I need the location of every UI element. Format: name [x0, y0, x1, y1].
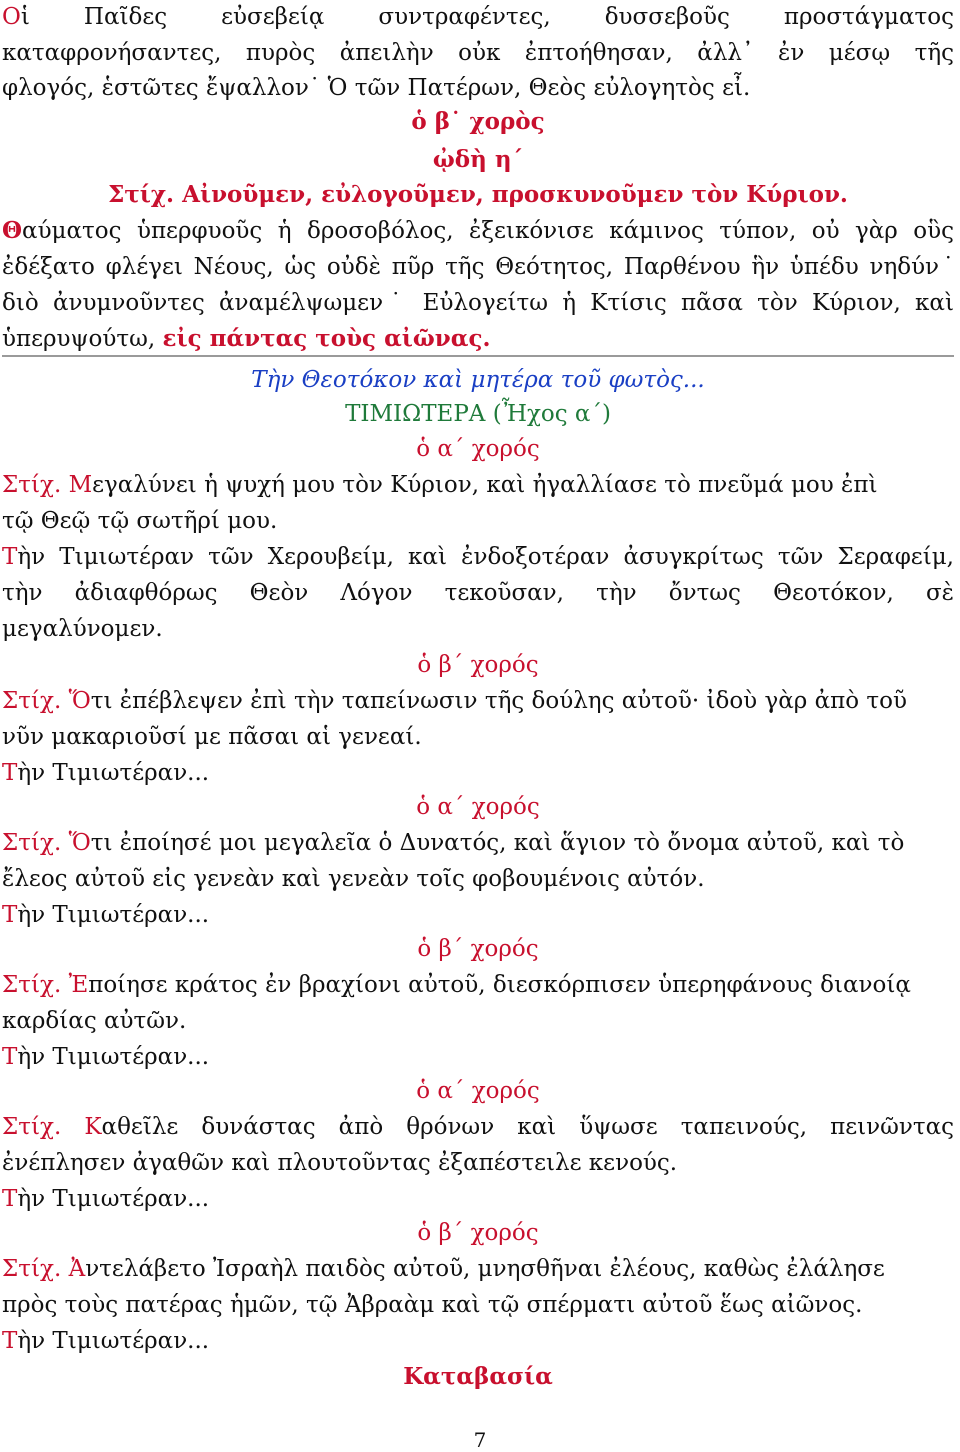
- verse-line: ἔλεος αὐτοῦ εἰς γενεὰν καὶ γενεὰν τοῖς φοβουμένοις αὐτόν.: [2, 866, 705, 892]
- refrain: [2, 1182, 954, 1216]
- drop-initial: Κ: [84, 1114, 102, 1140]
- refrain: [2, 756, 954, 790]
- hymn-line: ἐδέξατο φλέγει Νέους, ὡς οὐδὲ πῦρ τῆς Θεότητος, Παρθένου ἣν ὑπέδυ νηδύν˙: [2, 254, 954, 280]
- section-divider: [2, 355, 954, 357]
- verse-line: νῦν μακαριοῦσί με πᾶσαι αἱ γενεαί.: [2, 724, 422, 750]
- hymn-text: ὑπερυψούτω,: [2, 326, 163, 352]
- stichos-label: Στίχ.: [108, 181, 175, 208]
- drop-initial: Θ: [2, 217, 23, 244]
- drop-initial: Τ: [2, 1044, 18, 1070]
- refrain-text: ὴν Τιμιωτέραν...: [17, 1328, 210, 1354]
- verse-text: ντελάβετο Ἰσραὴλ παιδὸς αὐτοῦ, μνησθῆναι ἐλέους, καθὼς ἐλάλησε: [85, 1256, 885, 1282]
- drop-initial: Ἐ: [68, 972, 89, 998]
- hymn-line: [2, 322, 954, 356]
- timiotera-title: ΤΙΜΙΩΤΕΡΑ (Ἦχος α΄): [345, 401, 611, 427]
- drop-initial: Τ: [2, 1186, 18, 1212]
- hymn-line: τὴν ἀδιαφθόρως Θεὸν Λόγον τεκοῦσαν, τὴν ὄντως Θεοτόκον, σὲ: [2, 580, 954, 606]
- verse-line: ἐνέπλησεν ἀγαθῶν καὶ πλουτοῦντας ἐξαπέστειλε κενούς.: [2, 1150, 678, 1176]
- refrain: [2, 1040, 954, 1074]
- stichos-label: Στίχ.: [2, 472, 62, 498]
- refrain-text: ὴν Τιμιωτέραν...: [17, 760, 210, 786]
- hymn-line: [2, 540, 954, 574]
- verse-line: τῷ Θεῷ τῷ σωτῆρί μου.: [2, 508, 278, 534]
- verse-line: [2, 1110, 954, 1144]
- hymn-text: ἱ Παῖδες εὐσεβείᾳ συντραφέντες, δυσσεβοῦς προστάγματος: [20, 4, 954, 30]
- choir-heading: ὁ β΄ χορός: [417, 1220, 539, 1246]
- katavasia-heading: Καταβασία: [403, 1363, 553, 1390]
- drop-initial: Ὅ: [68, 830, 91, 856]
- verse-text: τι ἐποίησέ μοι μεγαλεῖα ὁ Δυνατός, καὶ ἅγιον τὸ ὄνομα αὐτοῦ, καὶ τὸ: [90, 830, 905, 856]
- page-number: 7: [473, 1428, 487, 1452]
- section-title: Τὴν Θεοτόκον καὶ μητέρα τοῦ φωτὸς...: [251, 367, 705, 393]
- verse-line: [2, 826, 954, 860]
- drop-initial: Τ: [2, 760, 18, 786]
- drop-initial: Τ: [2, 902, 18, 928]
- hymn-line: διὸ ἀνυμνοῦντες ἀναμέλψωμεν˙ Εὐλογείτω ἡ Κτίσις πᾶσα τὸν Κύριον, καὶ: [2, 290, 954, 316]
- hymn-line: καταφρονήσαντες, πυρὸς ἀπειλὴν οὐκ ἐπτοήθησαν, ἀλλ᾽ ἐν μέσῳ τῆς: [2, 40, 954, 66]
- stichos-text: Αἰνοῦμεν, εὐλογοῦμεν, προσκυνοῦμεν τὸν Κύριον.: [182, 181, 848, 208]
- verse-line: [2, 684, 954, 718]
- hymn-line: [2, 214, 954, 248]
- choir-heading: ὁ β΄ χορός: [417, 652, 539, 678]
- refrain: [2, 898, 954, 932]
- stichos-label: Στίχ.: [2, 830, 62, 856]
- drop-initial: Μ: [68, 472, 93, 498]
- stichos-label: Στίχ.: [2, 688, 62, 714]
- refrain: [2, 1324, 954, 1358]
- refrain-text: ὴν Τιμιωτέραν...: [17, 1186, 210, 1212]
- choir-heading: ὁ α΄ χορός: [416, 794, 540, 820]
- verse-text: αθεῖλε δυνάστας ἀπὸ θρόνων καὶ ὕψωσε ταπεινούς, πεινῶντας: [101, 1114, 954, 1140]
- refrain-text: ὴν Τιμιωτέραν...: [17, 902, 210, 928]
- stichos-label: Στίχ.: [2, 1114, 62, 1140]
- choir-heading: ὁ β΄ χορός: [417, 936, 539, 962]
- verse-line: [2, 468, 954, 502]
- hymn-line: [2, 0, 954, 34]
- choir-heading: ὁ β˙ χορὸς: [411, 108, 545, 135]
- hymn-ending: εἰς πάντας τοὺς αἰῶνας.: [162, 325, 491, 352]
- drop-initial: Ἀ: [68, 1256, 86, 1282]
- refrain-text: ὴν Τιμιωτέραν...: [17, 1044, 210, 1070]
- verse-line: πρὸς τοὺς πατέρας ἡμῶν, τῷ Ἀβραὰμ καὶ τῷ σπέρματι αὐτοῦ ἕως αἰῶνος.: [2, 1292, 863, 1318]
- verse-text: τι ἐπέβλεψεν ἐπὶ τὴν ταπείνωσιν τῆς δούλης αὐτοῦ· ἰδοὺ γὰρ ἀπὸ τοῦ: [90, 688, 907, 714]
- choir-heading: ὁ α΄ χορός: [416, 1078, 540, 1104]
- verse-line: [2, 1252, 954, 1286]
- drop-initial: Ο: [2, 4, 21, 30]
- stichos-label: Στίχ.: [2, 1256, 62, 1282]
- verse-line: [2, 968, 954, 1002]
- hymn-text: αύματος ὑπερφυοῦς ἡ δροσοβόλος, ἐξεικόνισε κάμινος τύπον, οὐ γὰρ οὓς: [22, 218, 954, 244]
- stichos-label: Στίχ.: [2, 972, 62, 998]
- ode-heading: ᾠδὴ η΄: [432, 146, 524, 173]
- hymn-line: μεγαλύνομεν.: [2, 616, 163, 642]
- hymn-text: ὴν Τιμιωτέραν τῶν Χερουβείμ, καὶ ἐνδοξοτέραν ἀσυγκρίτως τῶν Σεραφείμ,: [17, 544, 954, 570]
- verse-text: εγαλύνει ἡ ψυχή μου τὸν Κύριον, καὶ ἠγαλλίασε τὸ πνεῦμά μου ἐπὶ: [92, 472, 878, 498]
- verse-text: ποίησε κράτος ἐν βραχίονι αὐτοῦ, διεσκόρπισεν ὑπερηφάνους διανοίᾳ: [88, 972, 911, 998]
- choir-heading: ὁ α΄ χορός: [416, 436, 540, 462]
- drop-initial: Τ: [2, 544, 18, 570]
- verse-line: καρδίας αὐτῶν.: [2, 1008, 187, 1034]
- stichos-main: [2, 178, 954, 212]
- hymn-line: φλογός, ἑστῶτες ἔψαλλον˙ Ὁ τῶν Πατέρων, Θεὸς εὐλογητὸς εἶ.: [2, 75, 751, 101]
- drop-initial: Τ: [2, 1328, 18, 1354]
- drop-initial: Ὅ: [68, 688, 91, 714]
